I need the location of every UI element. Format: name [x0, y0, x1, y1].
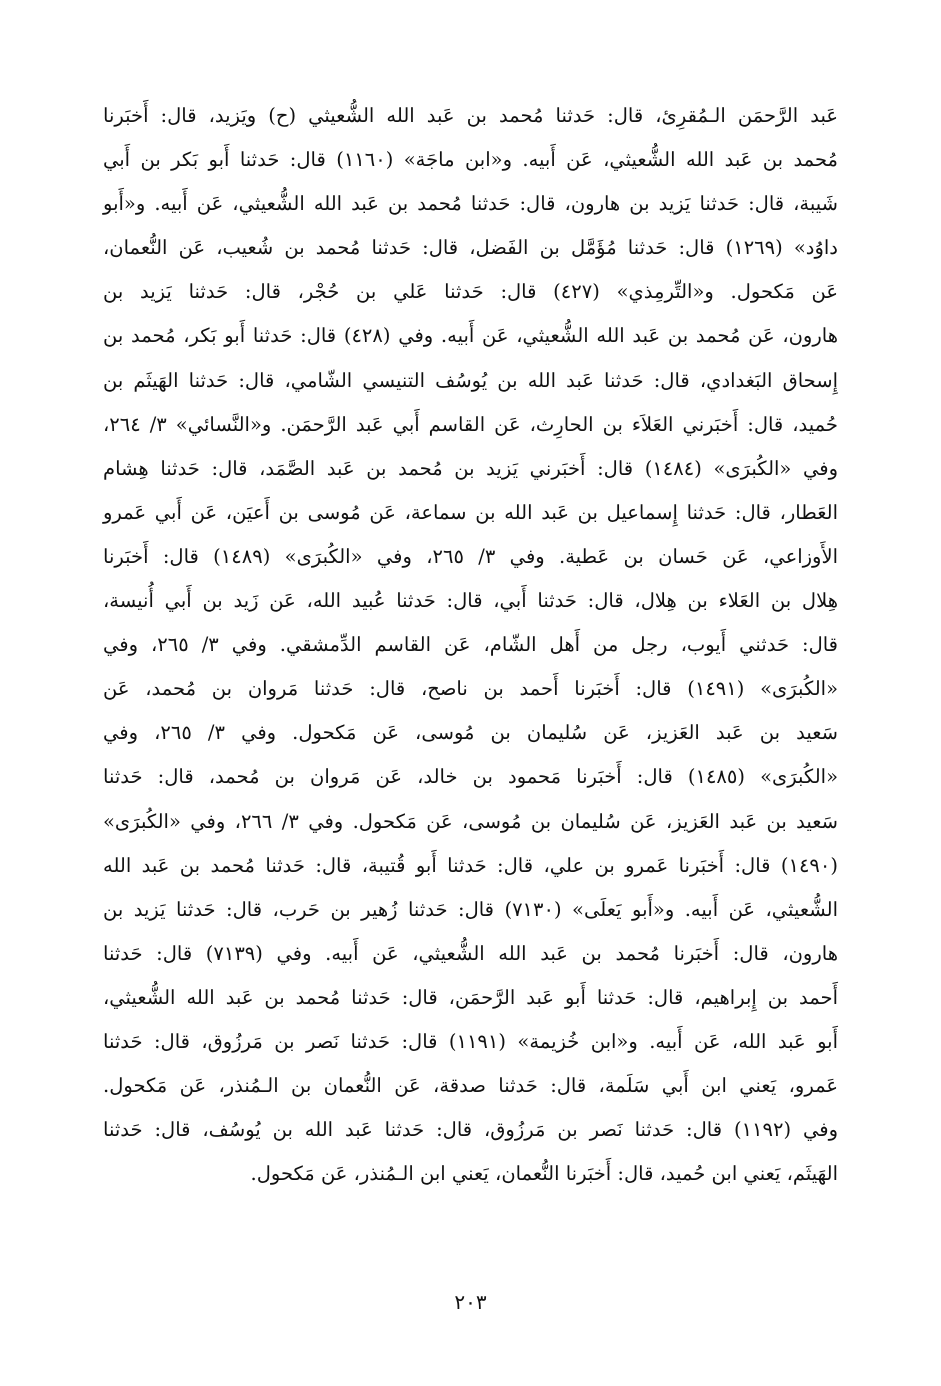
text-line: شَيبة، قال: حَدثنا يَزيد بن هارون، قال: حَدثنا مُحمد بن عَبد الله الشُّعيثي، عَن أَبيه. و«أَبو: [103, 192, 838, 216]
text-line: مُحمد بن عَبد الله الشُّعيثي، عَن أَبيه. و«ابن ماجَة» (١١٦٠) قال: حَدثنا أَبو بَكر بن أَبي: [103, 148, 838, 172]
text-line: عَبد الرَّحمَن الـمُقرِئ، قال: حَدثنا مُحمد بن عَبد الله الشُّعيثي (ح) ويَزيد، قال: أَخبَرنا: [103, 104, 838, 127]
text-line: عَن مَكحول. و«التِّرمِذي» (٤٢٧) قال: حَدثنا عَلي بن حُجْر، قال: حَدثنا يَزيد بن: [103, 280, 838, 304]
text-line: وفي (١١٩٢) قال: حَدثنا نَصر بن مَرزُوق، قال: حَدثنا عَبد الله بن يُوسُف، قال: حَدثنا: [103, 1118, 838, 1142]
text-line: (١٤٩٠) قال: أَخبَرنا عَمرو بن علي، قال: حَدثنا أَبو قُتيبة، قال: حَدثنا مُحمد بن عَبد الله: [103, 853, 838, 877]
text-line: العَطار، قال: حَدثنا إِسماعيل بن عَبد الله بن سماعة، عَن مُوسى بن أَعيَن، عَن أَبي عَمرو: [103, 500, 838, 524]
text-line: هارون، قال: أَخبَرنا مُحمد بن عَبد الله الشُّعيثي، عَن أَبيه. وفي (٧١٣٩) قال: حَدثنا: [103, 941, 838, 965]
body-text: [103, 94, 838, 1196]
text-line: أَبو عَبد الله، عَن أَبيه. و«ابن خُزيمة» (١١٩١) قال: حَدثنا نَصر بن مَرزُوق، قال: حَدثنا: [103, 1029, 838, 1053]
text-line: هارون، عَن مُحمد بن عَبد الله الشُّعيثي، عَن أَبيه. وفي (٤٢٨) قال: حَدثنا أَبو بَكر، مُحمد بن: [103, 324, 838, 348]
text-line: حُميد، قال: أَخبَرني العَلاَء بن الحارِث، عَن القاسم أَبي عَبد الرَّحمَن. و«النَّسائي» ٣/ ٢٦٤،: [103, 412, 838, 436]
text-line: «الكُبرَى» (١٤٨٥) قال: أَخبَرنا مَحمود بن خالد، عَن مَروان بن مُحمد، قال: حَدثنا: [103, 765, 838, 789]
text-line: الهَيثَم، يَعني ابن حُميد، قال: أَخبَرنا النُّعمان، يَعني ابن الـمُنذر، عَن مَكحول.: [250, 1162, 838, 1186]
text-line: هِلال بن العَلاء بن هِلال، قال: حَدثنا أَبي، قال: حَدثنا عُبيد الله، عَن زَيد بن أَبي أُنيسة،: [103, 589, 838, 613]
text-line: عَمرو، يَعني ابن أَبي سَلَمة، قال: حَدثنا صدقة، عَن النُّعمان بن الـمُنذر، عَن مَكحول.: [103, 1074, 838, 1098]
text-line: سَعيد بن عَبد العَزيز، عَن سُليمان بن مُوسى، عَن مَكحول. وفي ٣/ ٢٦٦، وفي «الكُبرَى»: [103, 809, 838, 833]
text-line: قال: حَدثني أَيوب، رجل من أَهل الشّام، عَن القاسم الدِّمشقي. وفي ٣/ ٢٦٥، وفي: [103, 633, 838, 657]
text-line: داوُد» (١٢٦٩) قال: حَدثنا مُؤَمَّل بن الفَضل، قال: حَدثنا مُحمد بن شُعيب، عَن النُّعمان،: [103, 236, 838, 260]
text-line: سَعيد بن عَبد العَزيز، عَن سُليمان بن مُوسى، عَن مَكحول. وفي ٣/ ٢٦٥، وفي: [103, 721, 838, 745]
text-line: الأَوزاعي، عَن حَسان بن عَطية. وفي ٣/ ٢٦٥، وفي «الكُبرَى» (١٤٨٩) قال: أَخبَرنا: [103, 544, 838, 568]
text-line: أَحمد بن إِبراهيم، قال: حَدثنا أَبو عَبد الرَّحمَن، قال: حَدثنا مُحمد بن عَبد الله الشُّعيثي،: [103, 985, 838, 1009]
page-number: ٢٠٣: [454, 1290, 487, 1314]
text-line: الشُّعيثي، عَن أَبيه. و«أَبو يَعلَى» (٧١٣٠) قال: حَدثنا زُهير بن حَرب، قال: حَدثنا يَزيد بن: [103, 897, 838, 921]
text-line: إِسحاق البَغدادي، قال: حَدثنا عَبد الله بن يُوسُف التنيسي الشّامي، قال: حَدثنا الهَيثَم بن: [103, 368, 838, 392]
text-line: «الكُبرَى» (١٤٩١) قال: أَخبَرنا أَحمد بن ناصح، قال: حَدثنا مَروان بن مُحمد، عَن: [103, 677, 838, 701]
text-line: وفي «الكُبرَى» (١٤٨٤) قال: أَخبَرني يَزيد بن مُحمد بن عَبد الصَّمَد، قال: حَدثنا هِشام: [103, 456, 838, 480]
